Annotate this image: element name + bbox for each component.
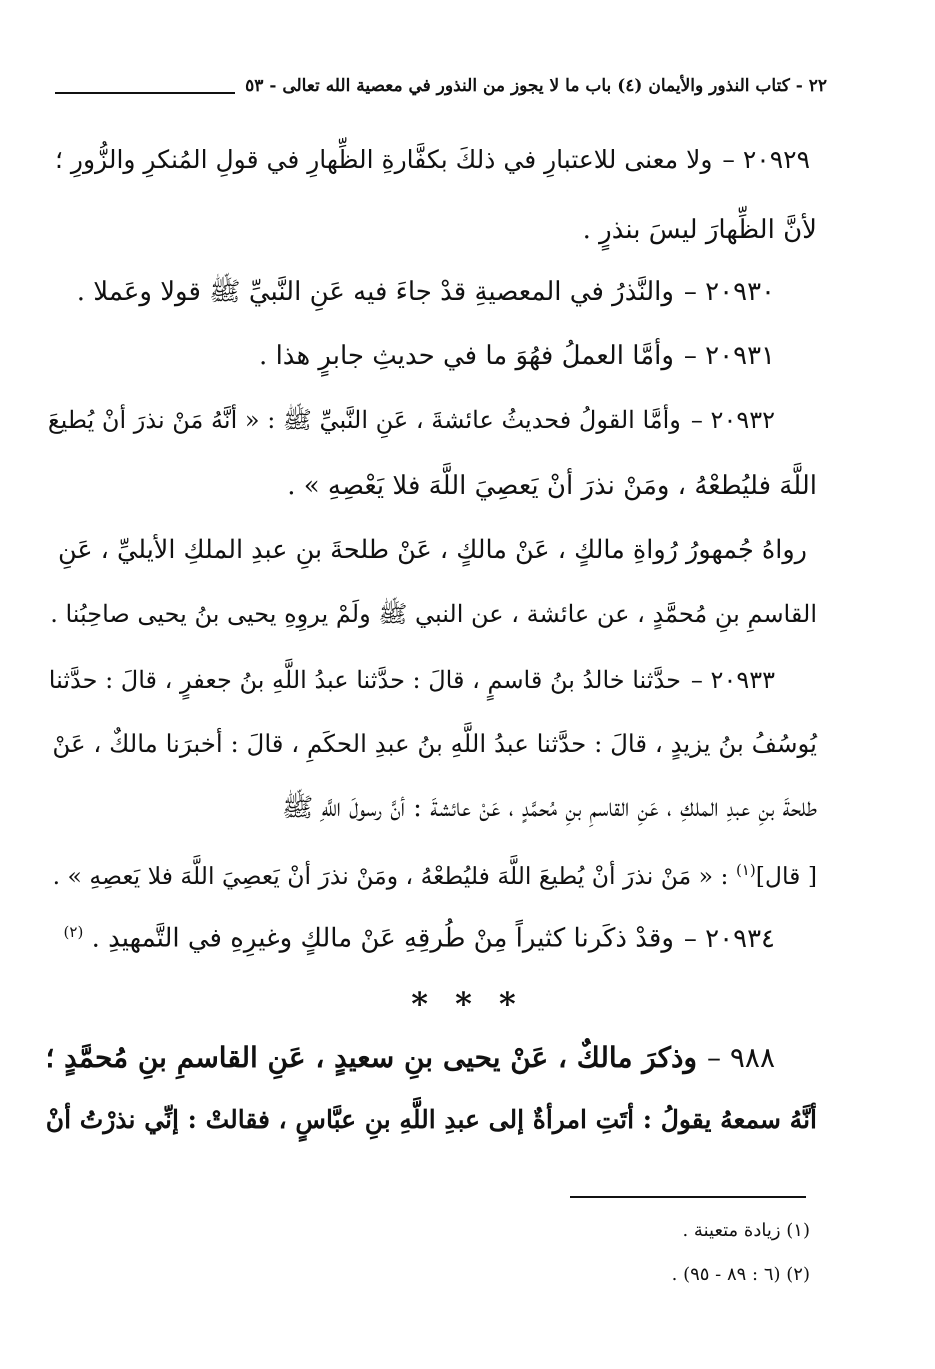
footnote-1: (١) زيادة متعينة .: [682, 1220, 810, 1241]
paragraph-2929-line-1: [45, 140, 810, 180]
paragraph-2933-line-4: [45, 850, 817, 896]
footnote-ref: (١): [735, 861, 756, 879]
paragraph-text: ولا معنى للاعتبارِ في ذلكَ بكفَّارةِ الظِّهارِ في قولِ المُنكرِ والزُّورِ ؛: [55, 145, 713, 174]
header-title: ٢٢ - كتاب النذور والأيمان (٤) باب ما لا يجوز من النذور في معصية الله تعالى - ٥٣: [245, 76, 827, 96]
paragraph-2929-line-2: [45, 210, 817, 250]
paragraph-2933-line-2: [45, 724, 817, 764]
narration-line-2: [45, 594, 817, 634]
footnote-rule: [570, 1196, 806, 1198]
paragraph-text: اللَّهَ فليُطعْهُ ، ومَنْ نذرَ أنْ يَعصِيَ اللَّهَ فلا يَعْصِهِ » .: [287, 471, 817, 501]
paragraph-text: وذكرَ مالكٌ ، عَنْ يحيى بنِ سعيدٍ ، عَنِ القاسمِ بنِ مُحمَّدٍ ؛: [45, 1041, 697, 1074]
paragraph-number: ٢٠٩٣٤ –: [683, 923, 775, 954]
paragraph-2933-line-1: [45, 660, 775, 700]
paragraph-text: وأمَّا العملُ فهُوَ ما في حديثِ جابرٍ هذا .: [259, 341, 674, 371]
paragraph-text: لأنَّ الظِّهارَ ليسَ بنذرٍ .: [582, 215, 817, 245]
paragraph-988-line-1: [45, 1038, 775, 1078]
paragraph-2931: [45, 336, 775, 376]
paragraph-2933-line-3: [45, 788, 817, 828]
paragraph-text: حدَّثنا خالدُ بنُ قاسمٍ ، قالَ : حدَّثنا عبدُ اللَّهِ بنُ جعفرٍ ، قالَ : حدَّثنا: [48, 666, 681, 694]
paragraph-2932-line-2: [45, 466, 817, 506]
paragraph-text: : « مَنْ نذرَ أنْ يُطيعَ اللَّهَ فليُطعْهُ ، ومَنْ نذرَ أنْ يَعصِيَ اللَّهَ فلا يَعصِهِ » .: [52, 861, 729, 890]
paragraph-number: ٢٠٩٣٠ –: [683, 277, 775, 307]
paragraph-number: ٢٠٩٢٩ –: [722, 145, 810, 174]
paragraph-text: والنَّذرُ في المعصيةِ قدْ جاءَ فيه عَنِ النَّبيِّ ﷺ قولا وعَملا .: [76, 277, 674, 307]
paragraph-2932-line-1: [45, 400, 775, 440]
paragraph-text: وقدْ ذكَرنا كثيراً مِنْ طُرقِهِ عَنْ مالكٍ وغيرِهِ في التَّمهيدِ .: [91, 923, 674, 954]
paragraph-text: رواهُ جُمهورُ رُواةِ مالكٍ ، عَنْ مالكٍ ، عَنْ طلحةَ بنِ عبدِ الملكِ الأيليِّ ، عَنِ: [57, 535, 807, 565]
paragraph-2934: [45, 912, 775, 959]
paragraph-number: ٩٨٨ –: [706, 1041, 775, 1074]
footnote-ref: (٢): [63, 923, 84, 941]
paragraph-number: ٢٠٩٣١ –: [683, 341, 775, 371]
section-divider: * * *: [411, 985, 524, 1023]
paragraph-988-line-2: [45, 1100, 817, 1140]
header-rule: [55, 92, 235, 94]
paragraph-text: طلحةَ بنِ عبدِ الملكِ ، عَنِ القاسمِ بنِ مُحمَّدٍ ، عَنْ عائشةَ : أنَّ رسولَ اللَّهِ ﷺ: [281, 793, 817, 823]
paragraph-2930: [45, 272, 775, 312]
footnote-2: (٢) (٦ : ٨٩ - ٩٥) .: [671, 1264, 810, 1285]
paragraph-text: يُوسُفُ بنُ يزيدٍ ، قالَ : حدَّثنا عبدُ اللَّهِ بنُ عبدِ الحكَمِ ، قالَ : أخبرَنا مالكٌ ، عَنْ: [52, 729, 817, 758]
paragraph-text: القاسمِ بنِ مُحمَّدٍ ، عن عائشة ، عن النبي ﷺ ولَمْ يروِهِ يحيى بنُ يحيى صاحِبُنا .: [50, 600, 817, 628]
narration-line-1: [45, 530, 807, 570]
bracket-insert: [ قال]: [755, 861, 817, 890]
paragraph-number: ٢٠٩٣٢ –: [690, 406, 775, 434]
running-header: [55, 62, 827, 98]
paragraph-text: وأمَّا القولُ فحديثُ عائشةَ ، عَنِ النَّبيِّ ﷺ : « أنَّهُ مَنْ نذرَ أنْ يُطيعَ: [47, 406, 681, 434]
paragraph-number: ٢٠٩٣٣ –: [690, 666, 775, 694]
paragraph-text: أنَّهُ سمعهُ يقولُ : أتَتِ امرأةٌ إلى عبدِ اللَّهِ بنِ عبَّاسٍ ، فقالتْ : إنِّي نذرْتُ أنْ: [45, 1105, 817, 1134]
